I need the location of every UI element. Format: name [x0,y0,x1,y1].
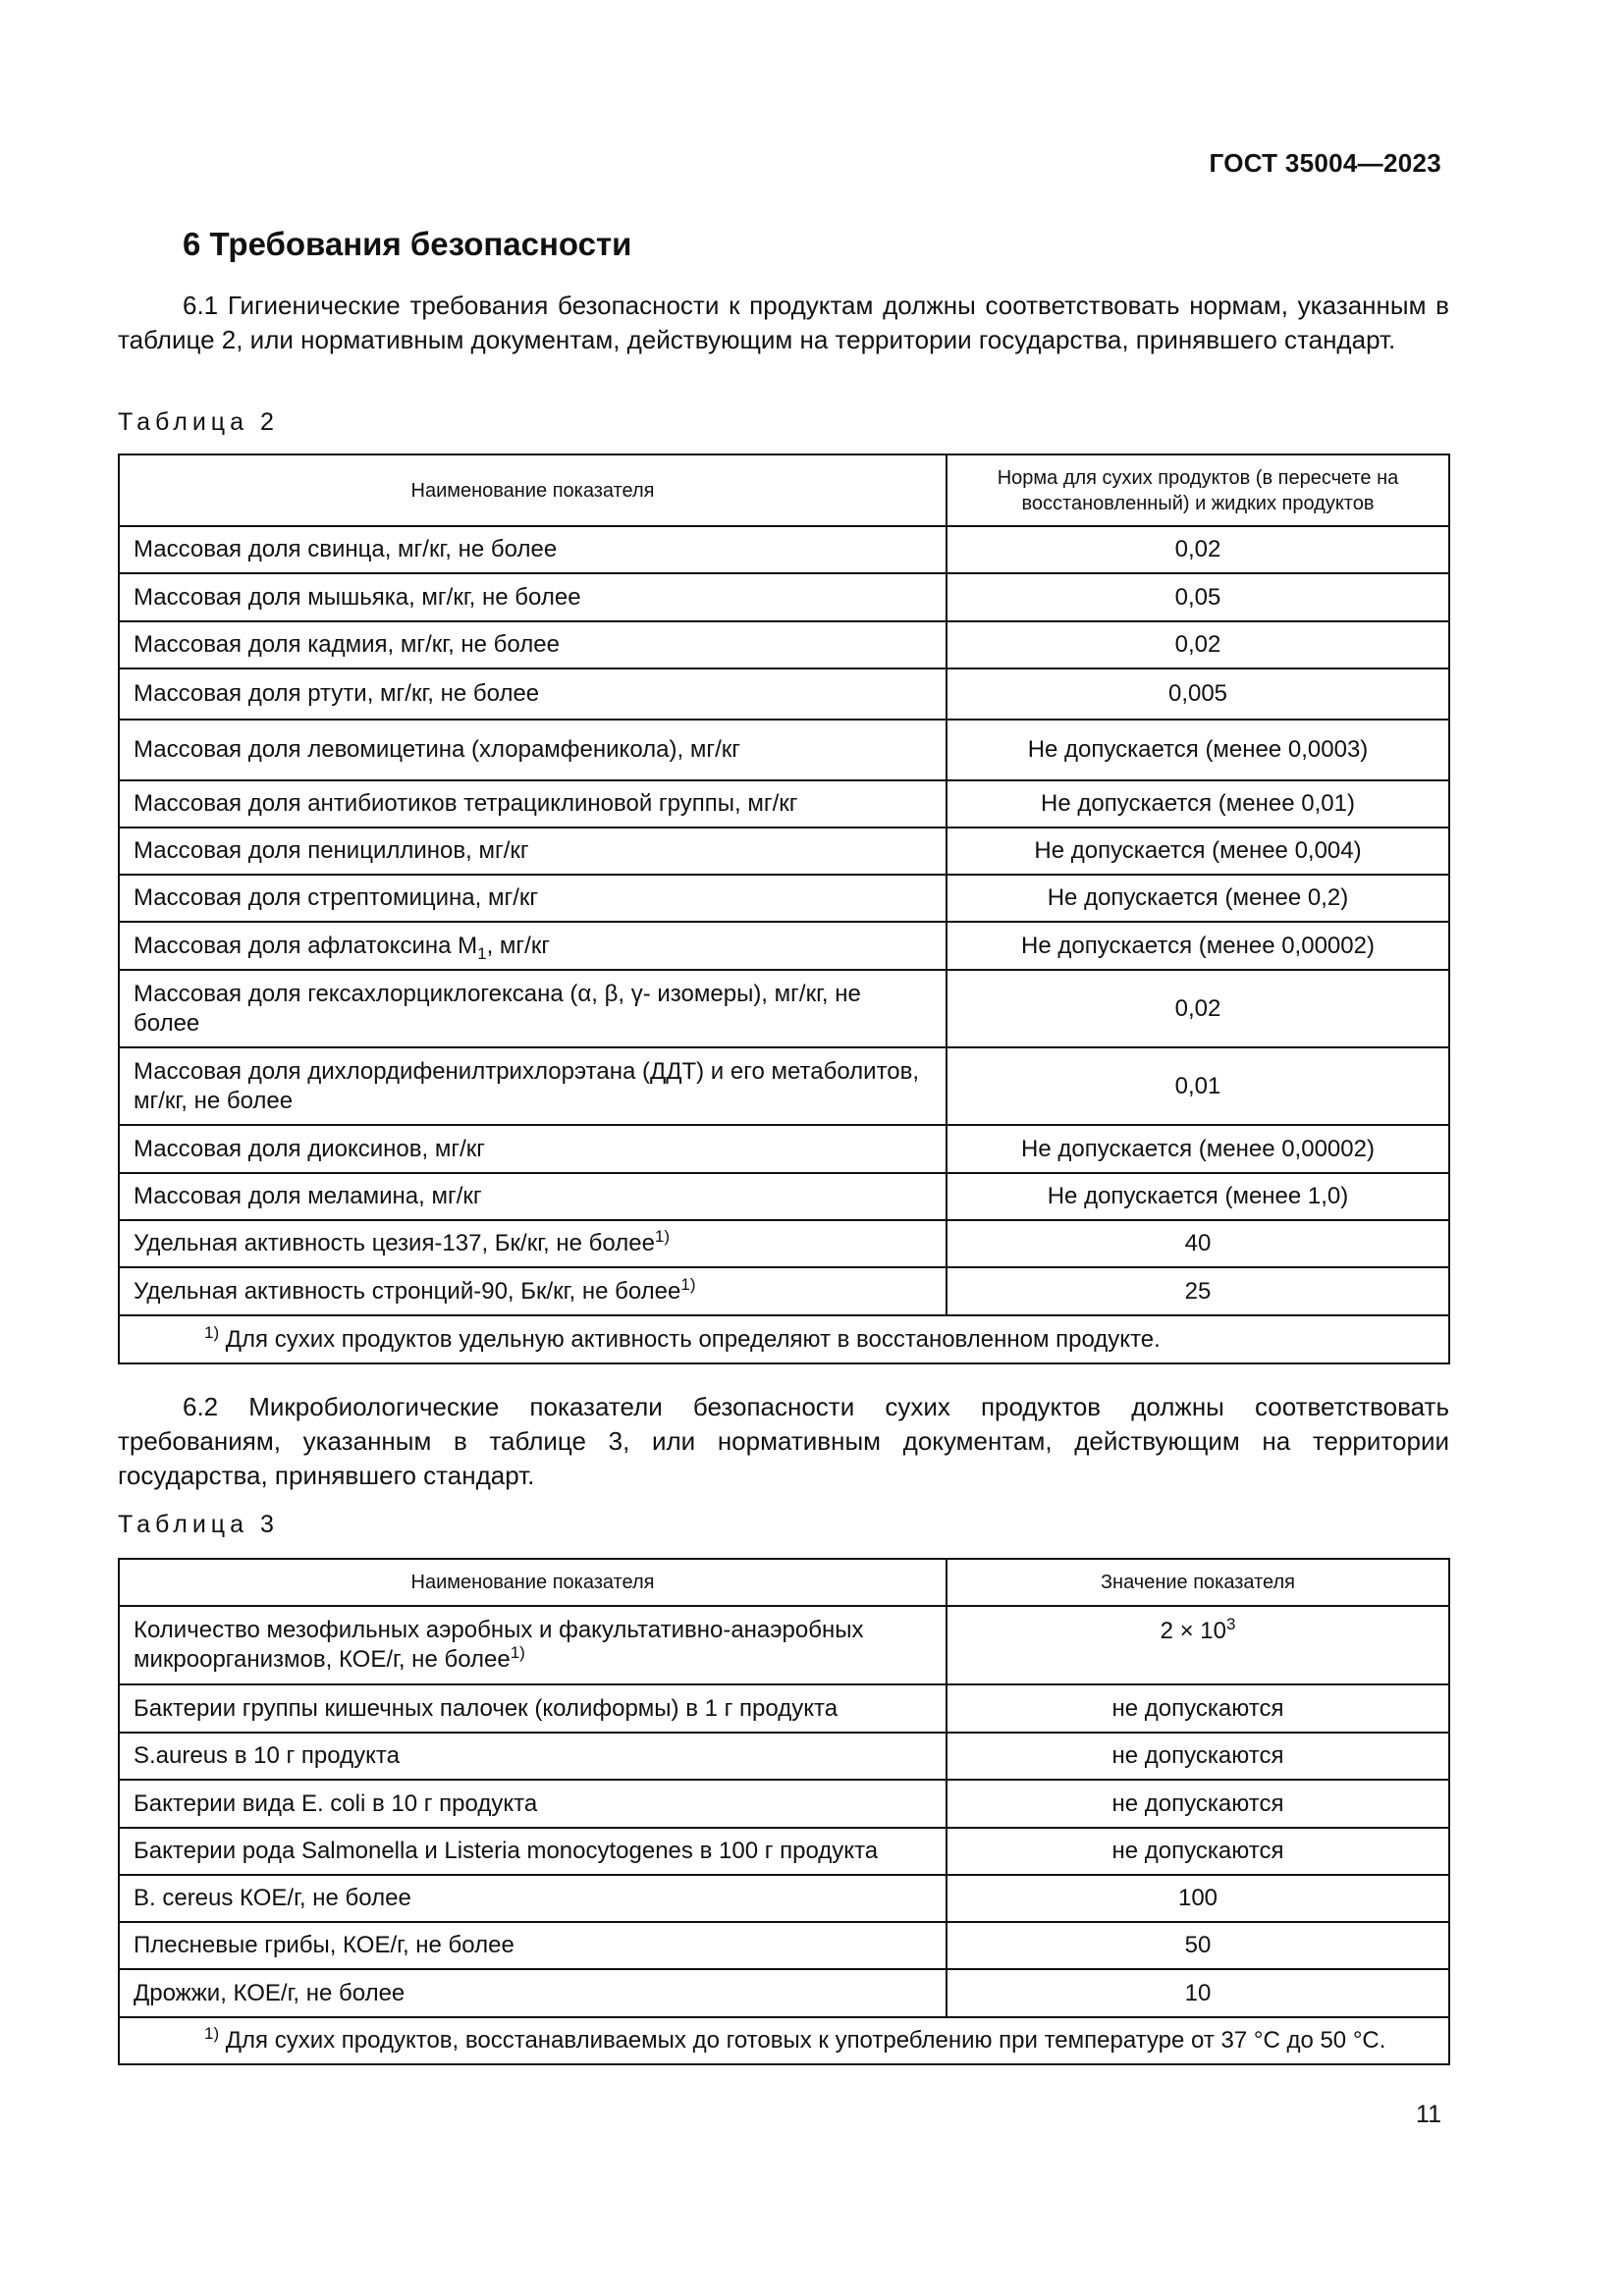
row-name: Бактерии вида E. coli в 10 г продукта [119,1780,947,1828]
row-name: Массовая доля антибиотиков тетрациклиновой группы, мг/кг [119,780,947,828]
column-header-norm: Норма для сухих продуктов (в пересчете на восстановленный) и жидких продуктов [947,454,1449,526]
table-row [119,828,1449,875]
row-name: Массовая доля пенициллинов, мг/кг [119,828,947,875]
table-footnote-row [119,1315,1449,1363]
row-name: S.aureus в 10 г продукта [119,1733,947,1780]
row-name: Массовая доля кадмия, мг/кг, не более [119,621,947,668]
row-value: не допускаются [947,1684,1449,1733]
table-row [119,720,1449,780]
table-row [119,1922,1449,1969]
table-3-caption: Таблица 3 [118,1511,279,1538]
row-name: Удельная активность стронций-90, Бк/кг, не более$^{1)}$ [119,1267,947,1315]
row-value: не допускаются [947,1780,1449,1828]
row-value: Не допускается (менее 0,00002) [947,922,1449,970]
row-name: B. cereus КОЕ/г, не более [119,1875,947,1922]
row-value: 40 [947,1220,1449,1267]
row-value: не допускаются [947,1733,1449,1780]
page-number: 11 [1416,2101,1441,2128]
table-row [119,1733,1449,1780]
row-value: Не допускается (менее 0,0003) [947,720,1449,780]
column-header-name: Наименование показателя [119,1559,947,1606]
row-value: Не допускается (менее 0,01) [947,780,1449,828]
row-name: Бактерии группы кишечных палочек (колиформы) в 1 г продукта [119,1684,947,1733]
table-footnote: $^{1)}$ Для сухих продуктов, восстанавливаемых до готовых к употреблению при температуре от 37 °C до 50 °C. [119,2017,1449,2064]
table-row [119,1267,1449,1315]
table-header-row [119,1559,1449,1606]
section-title: 6 Требования безопасности [183,226,632,262]
table-row [119,970,1449,1047]
table-row [119,780,1449,828]
row-name: Массовая доля диоксинов, мг/кг [119,1125,947,1173]
row-name: Массовая доля левомицетина (хлорамфеникола), мг/кг [119,720,947,780]
row-name: Массовая доля стрептомицина, мг/кг [119,875,947,922]
row-value: 0,02 [947,970,1449,1047]
table-row [119,1780,1449,1828]
row-name: Массовая доля дихлордифенилтрихлорэтана (ДДТ) и его метаболитов, мг/кг, не более [119,1047,947,1125]
column-header-value: Значение показателя [947,1559,1449,1606]
row-value: 25 [947,1267,1449,1315]
row-name: Удельная активность цезия-137, Бк/кг, не более$^{1)}$ [119,1220,947,1267]
row-name: Массовая доля гексахлорциклогексана (α, β, γ- изомеры), мг/кг, не более [119,970,947,1047]
row-value: 0,01 [947,1047,1449,1125]
row-name: Массовая доля ртути, мг/кг, не более [119,668,947,720]
table-row [119,668,1449,720]
table-row [119,922,1449,970]
table-row [119,1606,1449,1684]
table-row [119,1875,1449,1922]
table-row [119,621,1449,668]
row-value: 100 [947,1875,1449,1922]
document-code-header: ГОСТ 35004—2023 [1209,148,1441,178]
table-row [119,1173,1449,1220]
row-value: Не допускается (менее 0,004) [947,828,1449,875]
row-value: 0,05 [947,573,1449,621]
row-name: Массовая доля афлатоксина $М_1$, мг/кг [119,922,947,970]
table-row [119,875,1449,922]
table-header-row [119,454,1449,526]
row-value: 10 [947,1969,1449,2017]
paragraph-6-1: 6.1 Гигиенические требования безопасности к продуктам должны соответствовать нормам, указанным в таблице 2, или нормативным документам, действующим на территории государства, принявшего стандарт. [118,291,1449,354]
row-value: Не допускается (менее 0,00002) [947,1125,1449,1173]
table-row [119,1828,1449,1875]
paragraph-6-2: 6.2 Микробиологические показатели безопасности сухих продуктов должны соответствовать требованиям, указанным в таблице 3, или нормативным документам, действующим на территории государства, принявшего стандарт. [118,1392,1449,1490]
table-row [119,573,1449,621]
row-value: 0,005 [947,668,1449,720]
row-value: не допускаются [947,1828,1449,1875]
row-name: Массовая доля свинца, мг/кг, не более [119,526,947,573]
row-value: 0,02 [947,621,1449,668]
table-2 [118,454,1450,1364]
row-name: Массовая доля мышьяка, мг/кг, не более [119,573,947,621]
row-name: Бактерии рода Salmonella и Listeria monocytogenes в 100 г продукта [119,1828,947,1875]
row-name: Дрожжи, КОЕ/г, не более [119,1969,947,2017]
table-footnote: $^{1)}$ Для сухих продуктов удельную активность определяют в восстановленном продукте. [119,1315,1449,1363]
row-name: Плесневые грибы, КОЕ/г, не более [119,1922,947,1969]
table-2-caption: Таблица 2 [118,408,279,436]
row-value: $2 \times 10^3$ [947,1606,1449,1684]
row-name: Количество мезофильных аэробных и факультативно-анаэробных микроорганизмов, КОЕ/г, не более$^{1)}$ [119,1606,947,1684]
table-row [119,1125,1449,1173]
table-row [119,526,1449,573]
table-row [119,1684,1449,1733]
table-row [119,1969,1449,2017]
table-row [119,1220,1449,1267]
table-row [119,1047,1449,1125]
row-name: Массовая доля меламина, мг/кг [119,1173,947,1220]
table-3 [118,1558,1450,2065]
row-value: Не допускается (менее 0,2) [947,875,1449,922]
row-value: 50 [947,1922,1449,1969]
table-footnote-row [119,2017,1449,2064]
row-value: 0,02 [947,526,1449,573]
row-value: Не допускается (менее 1,0) [947,1173,1449,1220]
column-header-name: Наименование показателя [119,454,947,526]
